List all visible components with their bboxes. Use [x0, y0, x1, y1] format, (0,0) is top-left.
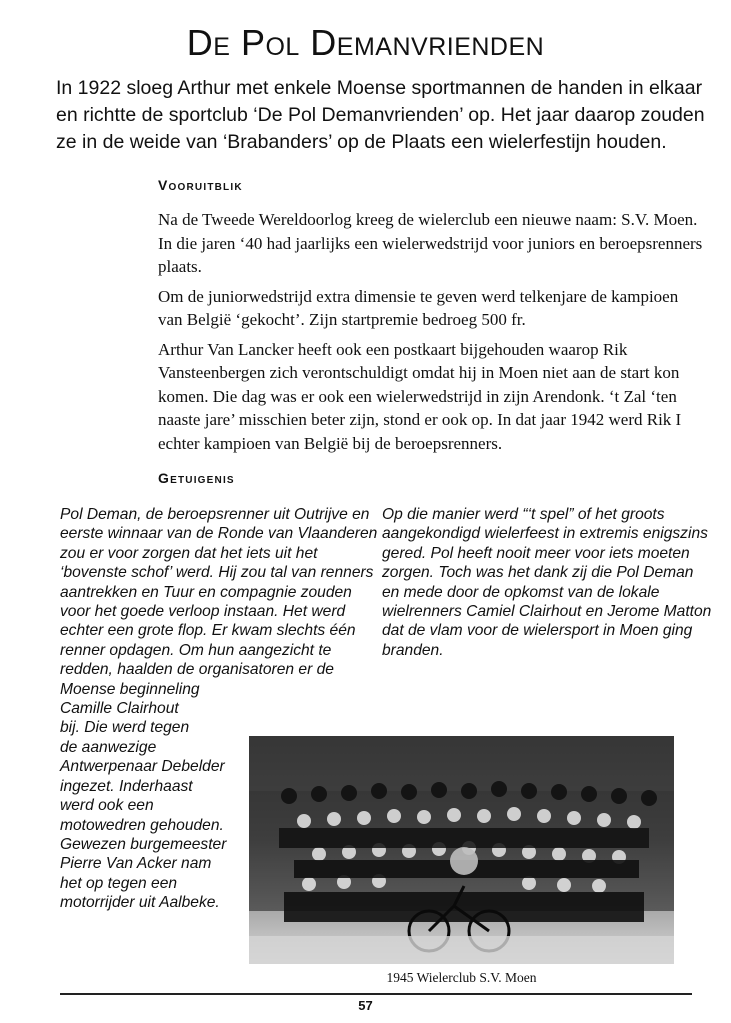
testimony-left-line: het op tegen een: [60, 874, 178, 892]
testimony-left-line: Camille Clairhout: [60, 700, 179, 718]
testimony-left-line: Gewezen burgemeester: [60, 835, 227, 853]
group-photo: [249, 736, 674, 964]
body-paragraph: Na de Tweede Wereldoorlog kreeg de wielerclub een nieuwe naam: S.V. Moen. In die jaren ‘40 had jaarlijks een wielerwedstrijd voor juniors en beroepsrenners plaats.: [158, 210, 703, 276]
testimony-left-line: Pierre Van Acker nam: [60, 855, 212, 873]
page-number: 57: [358, 998, 373, 1013]
testimony-left-line: bij. Die werd tegen: [60, 719, 190, 737]
testimony-left-line: de aanwezige: [60, 738, 157, 756]
testimony-right-column: Op die manier werd “‘t spel” of het groots aangekondigd wielerfeest in extremis enigszins gered. Pol heeft nooit meer voor iets moeten zorgen. Toch was het dank zij die Pol Deman en mede door de opkomst van de lokale wielrenners Camiel Clairhout en Jerome Matton dat de vlam voor de wielersport in Moen ging branden.: [382, 506, 712, 659]
testimony-left-text: Pol Deman, de beroepsrenner uit Outrijve en eerste winnaar van de Ronde van Vlaanderen zou er voor zorgen dat het iets uit het ‘bovenste schof’ werd. Hij zou tal van renners aantrekken en Tuur en compagnie zouden voor het goede verloop instaan. Het werd echter een grote flop. Er kwam slechts één renner opdagen. Om hun aangezicht te redden, haalden de organisatoren er de: [60, 506, 378, 679]
group-photo-illustration: [249, 736, 674, 964]
testimony-left-line: Antwerpenaar Debelder: [60, 758, 225, 776]
vooruitblik-body: [158, 208, 703, 461]
page-title: De Pol Demanvrienden: [186, 22, 545, 63]
testimony-left-line: Moense beginneling: [60, 680, 200, 698]
testimony-left-line: motowedren gehouden.: [60, 816, 224, 834]
footer-rule: [60, 993, 692, 995]
testimony-left-line: werd ook een: [60, 797, 154, 815]
body-paragraph: Arthur Van Lancker heeft ook een postkaart bijgehouden waarop Rik Vansteenbergen zich verontschuldigt omdat hij in Moen niet aan de start kon komen. Die dag was er ook een wielerwedstrijd in zijn Arendonk. ‘t Zal ‘ten naaste jare’ misschien beter zijn, stond er ook op. In dat jaar 1942 werd Rik I echter kampioen van België bij de beroepsrenners.: [158, 339, 682, 453]
section-heading-vooruitblik: Vooruitblik: [158, 177, 243, 193]
intro-paragraph: In 1922 sloeg Arthur met enkele Moense sportmannen de handen in elkaar en richtte de sportclub ‘De Pol Demanvrienden’ op. Het jaar daarop zouden ze in de weide van ‘Brabanders’ op de Plaats een wielerfestijn houden.: [56, 77, 705, 153]
body-paragraph: Om de juniorwedstrijd extra dimensie te geven werd telkenjare de kampioen van België ‘gekocht’. Zijn startpremie bedroeg 500 fr.: [158, 286, 679, 329]
section-heading-getuigenis: Getuigenis: [158, 470, 235, 486]
testimony-left-line: ingezet. Inderhaast: [60, 777, 193, 795]
testimony-left-line: motorrijder uit Aalbeke.: [60, 894, 220, 912]
photo-caption: 1945 Wielerclub S.V. Moen: [386, 970, 537, 985]
